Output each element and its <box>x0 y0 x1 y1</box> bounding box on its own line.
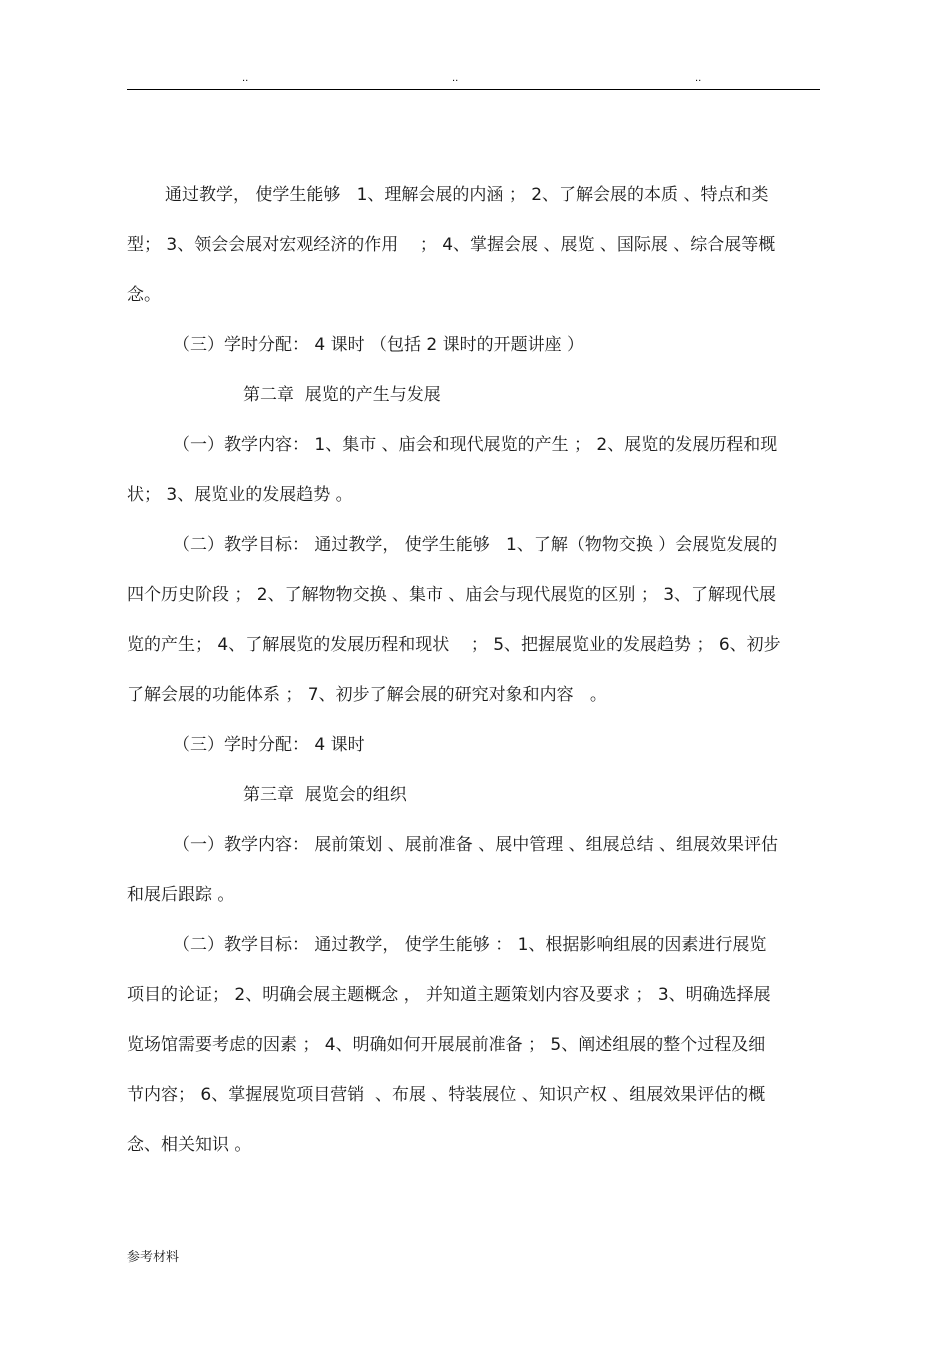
chapter-heading: 第三章 展览会的组织 <box>243 785 407 805</box>
page-header <box>127 70 820 90</box>
paragraph-line: 了解会展的功能体系 ； 7、初步了解会展的研究对象和内容 。 <box>127 685 607 705</box>
chapter-heading: 第二章 展览的产生与发展 <box>243 385 441 405</box>
paragraph-line: 节内容； 6、掌握展览项目营销 、布展 、特装展位 、知识产权 、组展效果评估的概 <box>127 1085 766 1105</box>
paragraph-line: 四个历史阶段 ； 2、了解物物交换 、集市 、庙会与现代展览的区别 ； 3、了解现代展 <box>127 585 777 605</box>
paragraph-line: （三）学时分配： 4 课时 （包括 2 课时的开题讲座 ） <box>173 335 585 355</box>
paragraph-line: 览的产生； 4、了解展览的发展历程和现状 ； 5、把握展览业的发展趋势 ； 6、初步 <box>127 635 781 655</box>
paragraph-line: 项目的论证； 2、明确会展主题概念 ， 并知道主题策划内容及要求 ； 3、明确选择展 <box>127 985 771 1005</box>
header-mark-left: .. <box>242 73 249 84</box>
paragraph-line: 览场馆需要考虑的因素 ； 4、明确如何开展展前准备 ； 5、阐述组展的整个过程及细 <box>127 1035 766 1055</box>
paragraph-line: 通过教学， 使学生能够 1、理解会展的内涵 ； 2、了解会展的本质 、特点和类 <box>165 185 769 205</box>
paragraph-line: 状； 3、展览业的发展趋势 。 <box>127 485 353 505</box>
header-mark-right: .. <box>695 73 702 84</box>
header-mark-center: .. <box>452 73 459 84</box>
paragraph-line: （二）教学目标： 通过教学， 使学生能够 ： 1、根据影响组展的因素进行展览 <box>173 935 767 955</box>
paragraph-line: 念、相关知识 。 <box>127 1135 252 1155</box>
page-footer: 参考材料 <box>127 1250 180 1265</box>
paragraph-line: （一）教学内容： 1、集市 、庙会和现代展览的产生 ； 2、展览的发展历程和现 <box>173 435 778 455</box>
paragraph-line: 型； 3、领会会展对宏观经济的作用 ； 4、掌握会展 、展览 、国际展 、综合展等概 <box>127 235 776 255</box>
paragraph-line: （一）教学内容： 展前策划 、展前准备 、展中管理 、组展总结 、组展效果评估 <box>173 835 779 855</box>
paragraph-line: （三）学时分配： 4 课时 <box>173 735 365 755</box>
paragraph-line: （二）教学目标： 通过教学， 使学生能够 1、了解（物物交换 ）会展览发展的 <box>173 535 778 555</box>
paragraph-line: 和展后跟踪 。 <box>127 885 235 905</box>
paragraph-line: 念。 <box>127 285 161 305</box>
